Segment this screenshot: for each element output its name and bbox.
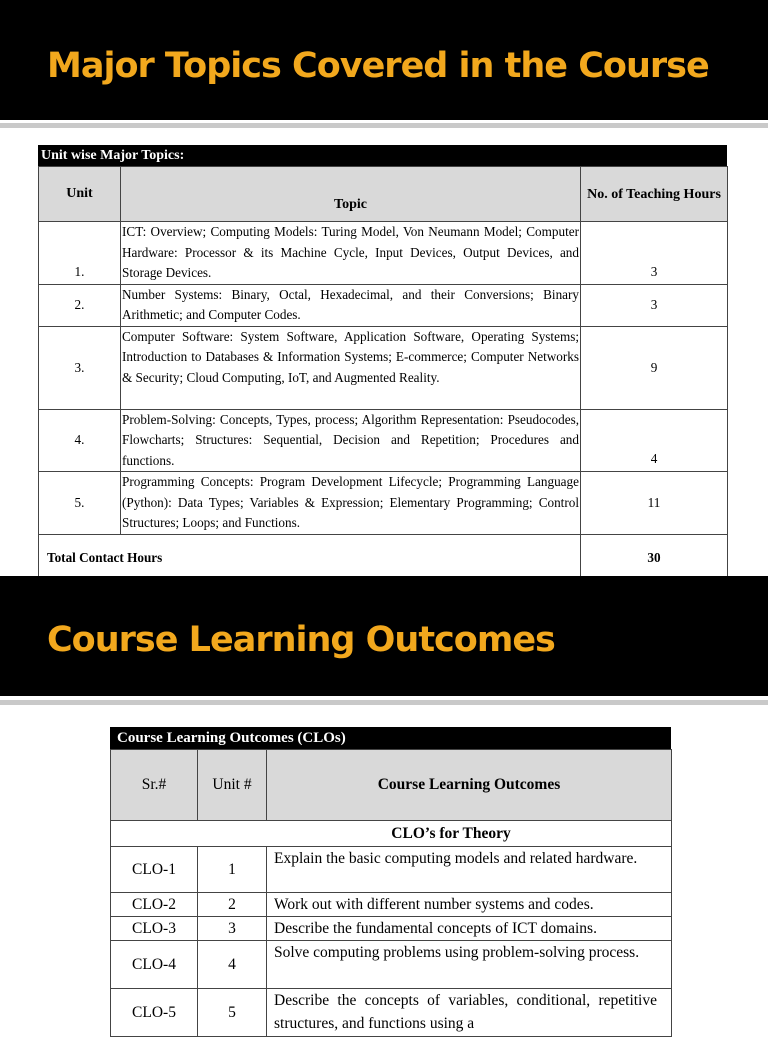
outcome-cell: Solve computing problems using problem-solving process. [267,941,672,989]
unit-cell: 4 [198,941,267,989]
topic-cell: Problem-Solving: Concepts, Types, process; Algorithm Representation: Pseudocodes, Flowcharts; Structures: Sequential, Decision and Repetition; Procedures and functions. [121,409,581,472]
hours-cell: 9 [581,326,728,409]
unit-cell: 4. [39,409,121,472]
topic-cell: Number Systems: Binary, Octal, Hexadecimal, and their Conversions; Binary Arithmetic; and Computer Codes. [121,284,581,326]
sr-cell: CLO-2 [111,893,198,917]
table-row [39,326,728,409]
outcome-cell: Describe the concepts of variables, conditional, repetitive structures, and functions using a [267,989,672,1037]
unit-cell: 1. [39,222,121,285]
unit-cell: 5 [198,989,267,1037]
sr-cell: CLO-4 [111,941,198,989]
table-row [39,284,728,326]
unit-cell: 3. [39,326,121,409]
hours-cell: 3 [581,222,728,285]
outcome-cell: Work out with different number systems and codes. [267,893,672,917]
outcome-cell: Describe the fundamental concepts of ICT domains. [267,917,672,941]
slide-title-1: Major Topics Covered in the Course [47,46,709,86]
major-topics-table [38,145,727,582]
header-unit: Unit # [198,750,267,821]
table-row [39,222,728,285]
topic-cell: Programming Concepts: Program Development Lifecycle; Programming Language (Python): Data Types; Variables & Expression; Elementary Programming; Control Structures; Loops; and Functions. [121,472,581,535]
total-value: 30 [581,534,728,581]
header-topic: Topic [121,167,581,222]
divider-2 [0,700,768,705]
subheader-theory: CLO’s for Theory [111,821,672,847]
table-row [111,893,672,917]
table-row [39,472,728,535]
unit-cell: 2. [39,284,121,326]
table-row [111,941,672,989]
header-hours: No. of Teaching Hours [581,167,728,222]
outcome-cell: Explain the basic computing models and related hardware. [267,847,672,893]
table-caption: Course Learning Outcomes (CLOs) [110,727,671,749]
hours-cell: 11 [581,472,728,535]
total-label: Total Contact Hours [39,534,581,581]
topic-cell: Computer Software: System Software, Application Software, Operating Systems; Introduction to Databases & Information Systems; E-commerce; Computer Networks & Security; Cloud Computing, IoT, and Augmented Reality. [121,326,581,409]
sr-cell: CLO-5 [111,989,198,1037]
topic-cell: ICT: Overview; Computing Models: Turing Model, Von Neumann Model; Computer Hardware: Processor & its Machine Cycle, Input Devices, Output Devices, and Storage Devices. [121,222,581,285]
subheader-row [111,821,672,847]
unit-cell: 5. [39,472,121,535]
header-sr: Sr.# [111,750,198,821]
unit-cell: 1 [198,847,267,893]
header-unit: Unit [39,167,121,222]
table-row [111,917,672,941]
hours-cell: 3 [581,284,728,326]
hours-cell: 4 [581,409,728,472]
total-row [39,534,728,581]
table-row [39,409,728,472]
slide-title-2: Course Learning Outcomes [47,620,555,660]
unit-cell: 3 [198,917,267,941]
table-row [111,847,672,893]
divider-1 [0,123,768,128]
table-row [111,989,672,1037]
unit-cell: 2 [198,893,267,917]
table-caption: Unit wise Major Topics: [38,145,727,166]
sr-cell: CLO-3 [111,917,198,941]
clo-table [110,727,671,1037]
sr-cell: CLO-1 [111,847,198,893]
header-clo: Course Learning Outcomes [267,750,672,821]
